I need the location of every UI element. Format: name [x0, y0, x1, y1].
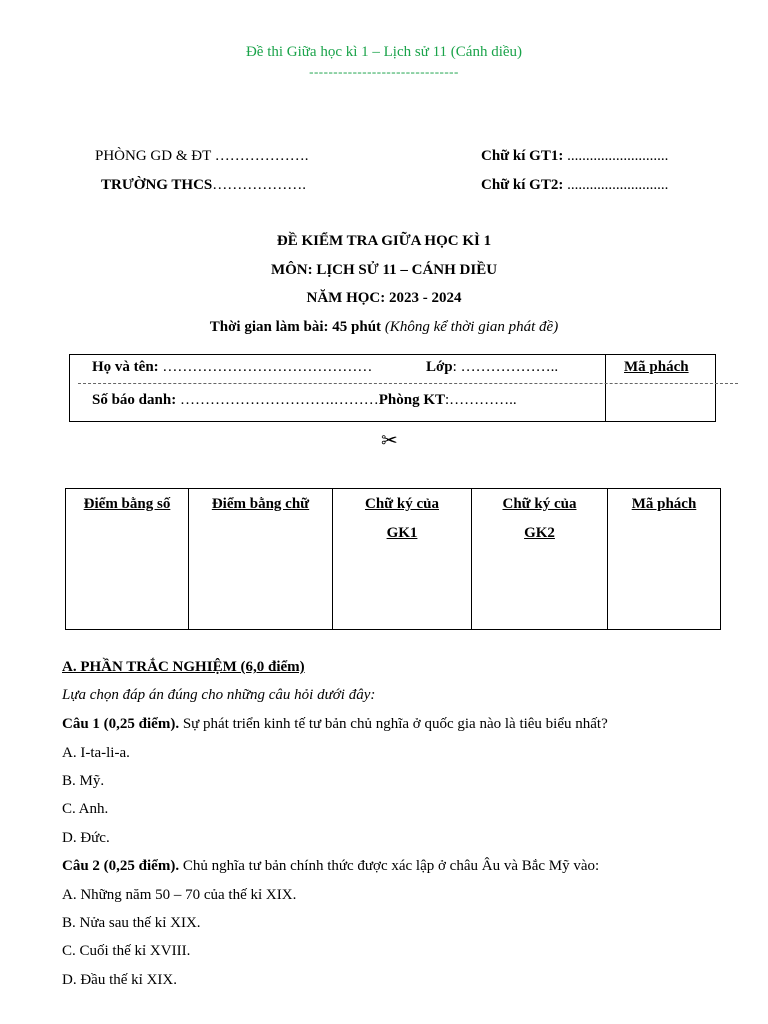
name-dots: ……………………………………: [158, 359, 373, 375]
exam-subject: MÔN: LỊCH SỬ 11 – CÁNH DIỀU: [270, 262, 498, 278]
class-label: Lớp: [426, 359, 453, 375]
question-2: [62, 858, 599, 875]
q2-option-d[interactable]: D. Đầu thế kỉ XIX.: [62, 972, 177, 988]
question-1-label: Câu 1 (0,25 điểm).: [62, 716, 180, 732]
gk1-signature-column[interactable]: [333, 489, 472, 629]
cut-line: [78, 383, 738, 384]
gt1-label: Chữ kí GT1:: [481, 148, 564, 164]
gk2-header-line1: Chữ ký của: [502, 496, 577, 512]
phong-label: PHÒNG GD & ĐT: [95, 148, 211, 164]
sbd-dots: ………………………….………: [176, 392, 379, 408]
info-box-divider: [605, 355, 606, 421]
q1-option-a[interactable]: A. I-ta-li-a.: [62, 745, 130, 761]
student-info-box: [69, 354, 716, 422]
exam-time-note: (Không kể thời gian phát đề): [381, 319, 559, 335]
gt2-label: Chữ kí GT2:: [481, 177, 564, 193]
phong-gd-line: [95, 148, 308, 165]
gk1-header-line2: GK1: [386, 525, 418, 541]
question-2-text: Chủ nghĩa tư bản chính thức được xác lập ở châu Âu và Bắc Mỹ vào:: [179, 858, 600, 874]
gt2-dots: ...........................: [563, 177, 669, 193]
q2-option-a[interactable]: A. Những năm 50 – 70 của thế kỉ XIX.: [62, 887, 297, 903]
truong-line: [101, 177, 306, 194]
class-dots: : ………………..: [452, 359, 559, 375]
sbd-field[interactable]: [92, 392, 517, 409]
sbd-label: Số báo danh:: [92, 392, 177, 408]
section-a-title: A. PHẦN TRẮC NGHIỆM (6,0 điểm): [62, 659, 305, 675]
q2-option-b[interactable]: B. Nửa sau thế kỉ XIX.: [62, 915, 201, 931]
score-text-header: Điểm bằng chữ: [211, 496, 310, 512]
q1-option-c[interactable]: C. Anh.: [62, 801, 109, 817]
name-label: Họ và tên:: [92, 359, 159, 375]
score-number-column[interactable]: [66, 489, 189, 629]
room-label: Phòng KT: [378, 392, 445, 408]
gt2-line: [481, 177, 668, 194]
gt1-line: [481, 148, 668, 165]
truong-dots: ……………….: [212, 177, 307, 193]
gk1-header-line1: Chữ ký của: [364, 496, 440, 512]
ma-phach-column[interactable]: [608, 489, 720, 629]
gt1-dots: ...........................: [563, 148, 669, 164]
exam-time: [0, 319, 768, 336]
score-table: [65, 488, 721, 630]
exam-title: ĐỀ KIỂM TRA GIỮA HỌC KÌ 1: [276, 233, 492, 249]
ma-phach-label: Mã phách: [624, 359, 689, 375]
exam-time-label: Thời gian làm bài: 45 phút: [209, 319, 382, 335]
phong-dots: ……………….: [210, 148, 309, 164]
name-field[interactable]: [92, 359, 372, 376]
section-a-instruction: Lựa chọn đáp án đúng cho những câu hỏi dưới đây:: [62, 687, 376, 703]
document-header-title: Đề thi Giữa học kì 1 – Lịch sử 11 (Cánh diều): [245, 44, 523, 60]
header-divider: -------------------------------: [309, 64, 459, 79]
question-2-label: Câu 2 (0,25 điểm).: [62, 858, 180, 874]
score-number-header: Điểm bằng số: [83, 496, 171, 512]
gk2-signature-column[interactable]: [472, 489, 608, 629]
truong-label: TRƯỜNG THCS: [101, 177, 213, 193]
score-text-column[interactable]: [189, 489, 333, 629]
scissors-icon: ✂: [381, 428, 398, 452]
q2-option-c[interactable]: C. Cuối thế kỉ XVIII.: [62, 943, 191, 959]
gk2-header-line2: GK2: [524, 525, 555, 541]
class-field[interactable]: [426, 359, 558, 376]
question-1-text: Sự phát triển kinh tế tư bản chủ nghĩa ở quốc gia nào là tiêu biểu nhất?: [179, 716, 608, 732]
exam-year: NĂM HỌC: 2023 - 2024: [306, 290, 462, 306]
q1-option-b[interactable]: B. Mỹ.: [62, 773, 105, 789]
ma-phach-header: Mã phách: [631, 496, 697, 512]
q1-option-d[interactable]: D. Đức.: [62, 830, 110, 846]
question-1: [62, 716, 608, 733]
room-dots: :…………..: [445, 392, 517, 408]
